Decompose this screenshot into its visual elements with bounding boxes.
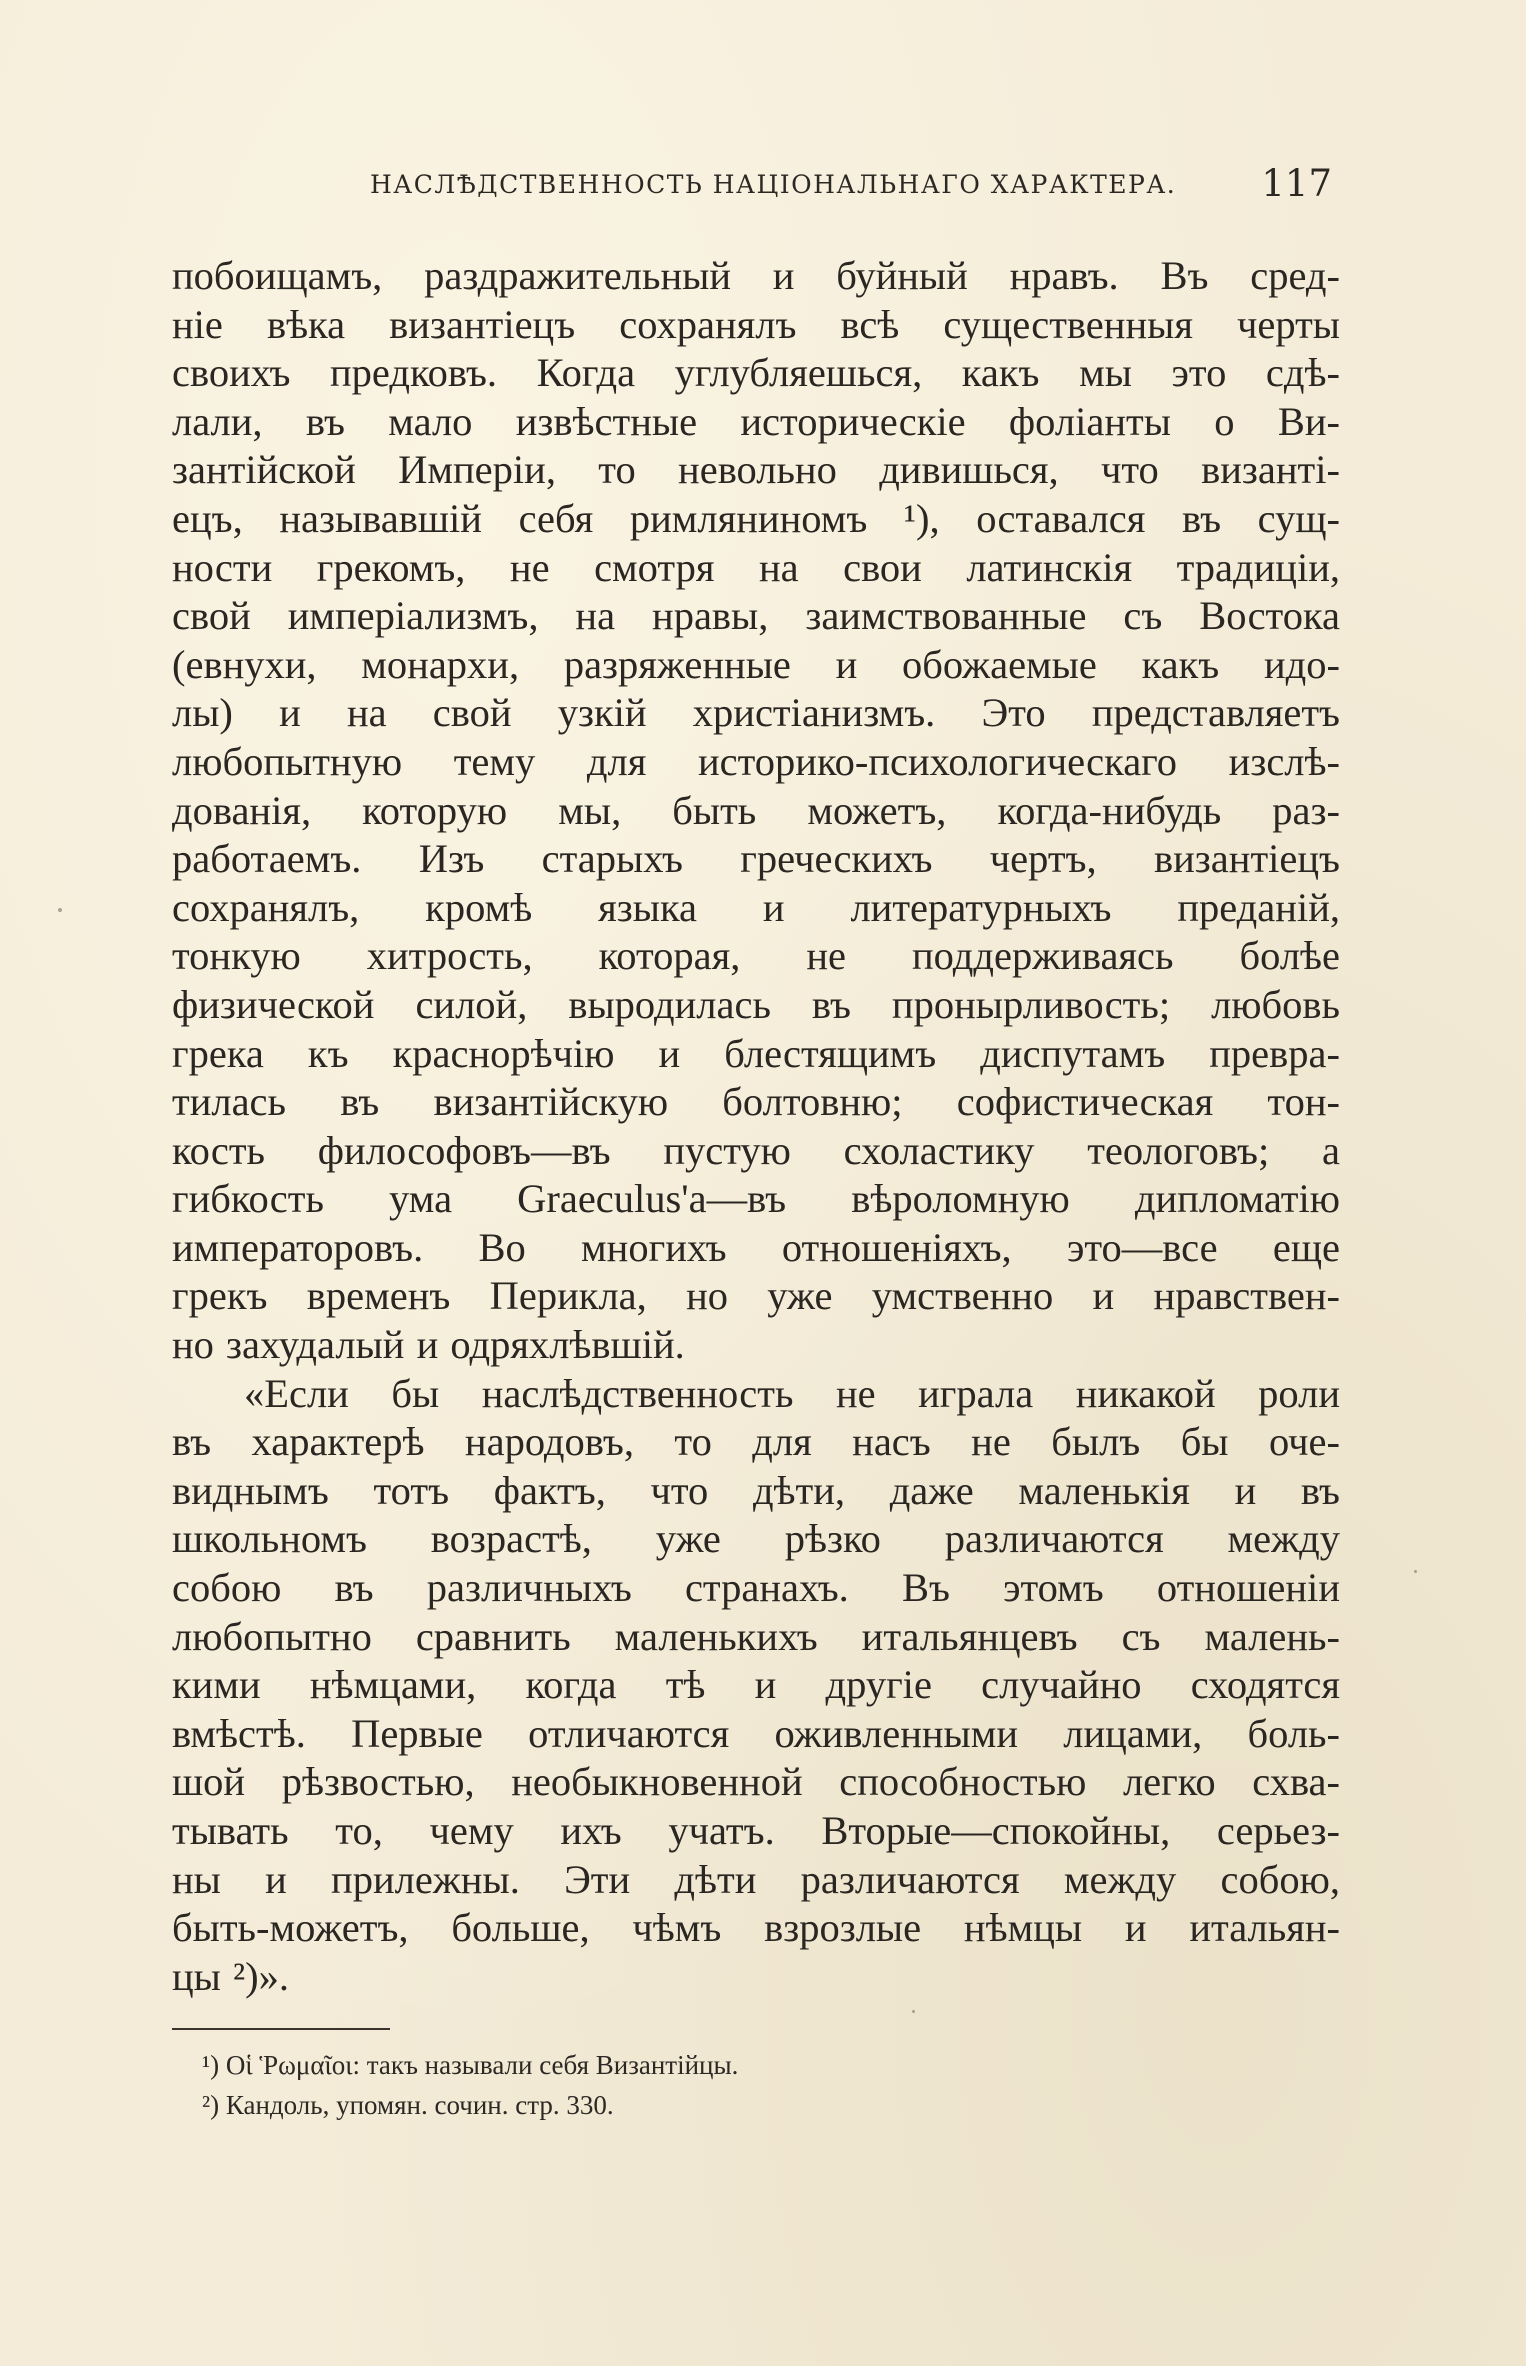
- text-line: ны и прилежны. Эти дѣти различаются между собою,: [172, 1856, 1340, 1902]
- page-number: 117: [1261, 162, 1332, 205]
- text-line: побоищамъ, раздражительный и буйный нравъ. Въ сред-: [172, 253, 1340, 298]
- text-line: ніе вѣка византіецъ сохранялъ всѣ существенныя черты: [172, 301, 1340, 347]
- text-line: быть-можетъ, больше, чѣмъ взрозлые нѣмцы и итальян-: [172, 1905, 1340, 1951]
- text-line: гибкость ума Graeculus'а—въ вѣроломную дипломатію: [172, 1176, 1340, 1222]
- paper-speck: [58, 908, 62, 912]
- text-line: школьномъ возрастѣ, уже рѣзко различаются между: [172, 1516, 1340, 1562]
- text-line: вмѣстѣ. Первые отличаются оживленными лицами, боль-: [172, 1710, 1340, 1756]
- paper-speck: [1414, 1570, 1417, 1573]
- body-text: [172, 252, 1340, 2001]
- text-line: императоровъ. Во многихъ отношеніяхъ, это—все еще: [172, 1224, 1340, 1270]
- text-line: своихъ предковъ. Когда углубляешься, какъ мы это сдѣ-: [172, 350, 1340, 396]
- text-line: грекъ временъ Перикла, но уже умственно и нравствен-: [172, 1273, 1340, 1319]
- footnote-1: ¹) Οἱ Ῥωμαῖοι: такъ называли себя Византійцы.: [202, 2050, 739, 2080]
- text-line: лы) и на свой узкій христіанизмъ. Это представляетъ: [172, 690, 1340, 736]
- text-line: сохранялъ, кромѣ языка и литературныхъ преданій,: [172, 884, 1340, 930]
- text-line: шой рѣзвостью, необыкновенной способностью легко схва-: [172, 1759, 1340, 1805]
- text-line: любопытно сравнить маленькихъ итальянцевъ съ малень-: [172, 1613, 1340, 1659]
- running-head: [172, 162, 1340, 210]
- text-line: тилась въ византійскую болтовню; софистическая тон-: [172, 1079, 1340, 1125]
- footnote-rule: [172, 2028, 390, 2030]
- text-line: свой имперіализмъ, на нравы, заимствованные съ Востока: [172, 593, 1340, 639]
- text-line: кость философовъ—въ пустую схоластику теологовъ; а: [172, 1127, 1340, 1173]
- text-line: физической силой, выродилась въ пронырливость; любовь: [172, 981, 1340, 1027]
- running-title: НАСЛѢДСТВЕННОСТЬ НАЦІОНАЛЬНАГО ХАРАКТЕРА.: [370, 170, 1177, 199]
- text-line: тонкую хитрость, которая, не поддерживаясь болѣе: [172, 933, 1340, 979]
- text-line: любопытную тему для историко-психологическаго изслѣ-: [172, 738, 1340, 784]
- paper-speck: [912, 2010, 915, 2013]
- text-line: дованія, которую мы, быть можетъ, когда-нибудь раз-: [172, 787, 1340, 833]
- text-line: грека къ краснорѣчію и блестящимъ диспутамъ превра-: [172, 1030, 1340, 1076]
- text-line: виднымъ тотъ фактъ, что дѣти, даже маленькія и въ: [172, 1467, 1340, 1513]
- text-line: цы ²)».: [172, 1953, 290, 1999]
- text-line: (евнухи, монархи, разряженные и обожаемые какъ идо-: [172, 641, 1340, 687]
- text-line: зантійской Имперіи, то невольно дивишься, что византі-: [172, 447, 1340, 493]
- text-line: работаемъ. Изъ старыхъ греческихъ чертъ, византіецъ: [172, 836, 1340, 882]
- footnotes: [202, 2045, 1302, 2125]
- text-line: собою въ различныхъ странахъ. Въ этомъ отношеніи: [172, 1565, 1340, 1611]
- footnote-2: ²) Кандоль, упомян. сочин. стр. 330.: [202, 2090, 614, 2120]
- text-line: ности грекомъ, не смотря на свои латинскія традиціи,: [172, 544, 1340, 590]
- text-line: кими нѣмцами, когда тѣ и другіе случайно сходятся: [172, 1662, 1340, 1708]
- paragraph-start-line: «Если бы наслѣдственность не играла никакой роли: [244, 1370, 1340, 1416]
- text-line: но захудалый и одряхлѣвшій.: [172, 1322, 685, 1368]
- text-line: ецъ, называвшій себя римляниномъ ¹), оставался въ сущ-: [172, 495, 1340, 541]
- text-line: въ характерѣ народовъ, то для насъ не былъ бы оче-: [172, 1419, 1340, 1465]
- text-line: лали, въ мало извѣстные историческіе фоліанты о Ви-: [172, 398, 1340, 444]
- text-line: тывать то, чему ихъ учатъ. Вторые—спокойны, серьез-: [172, 1808, 1340, 1853]
